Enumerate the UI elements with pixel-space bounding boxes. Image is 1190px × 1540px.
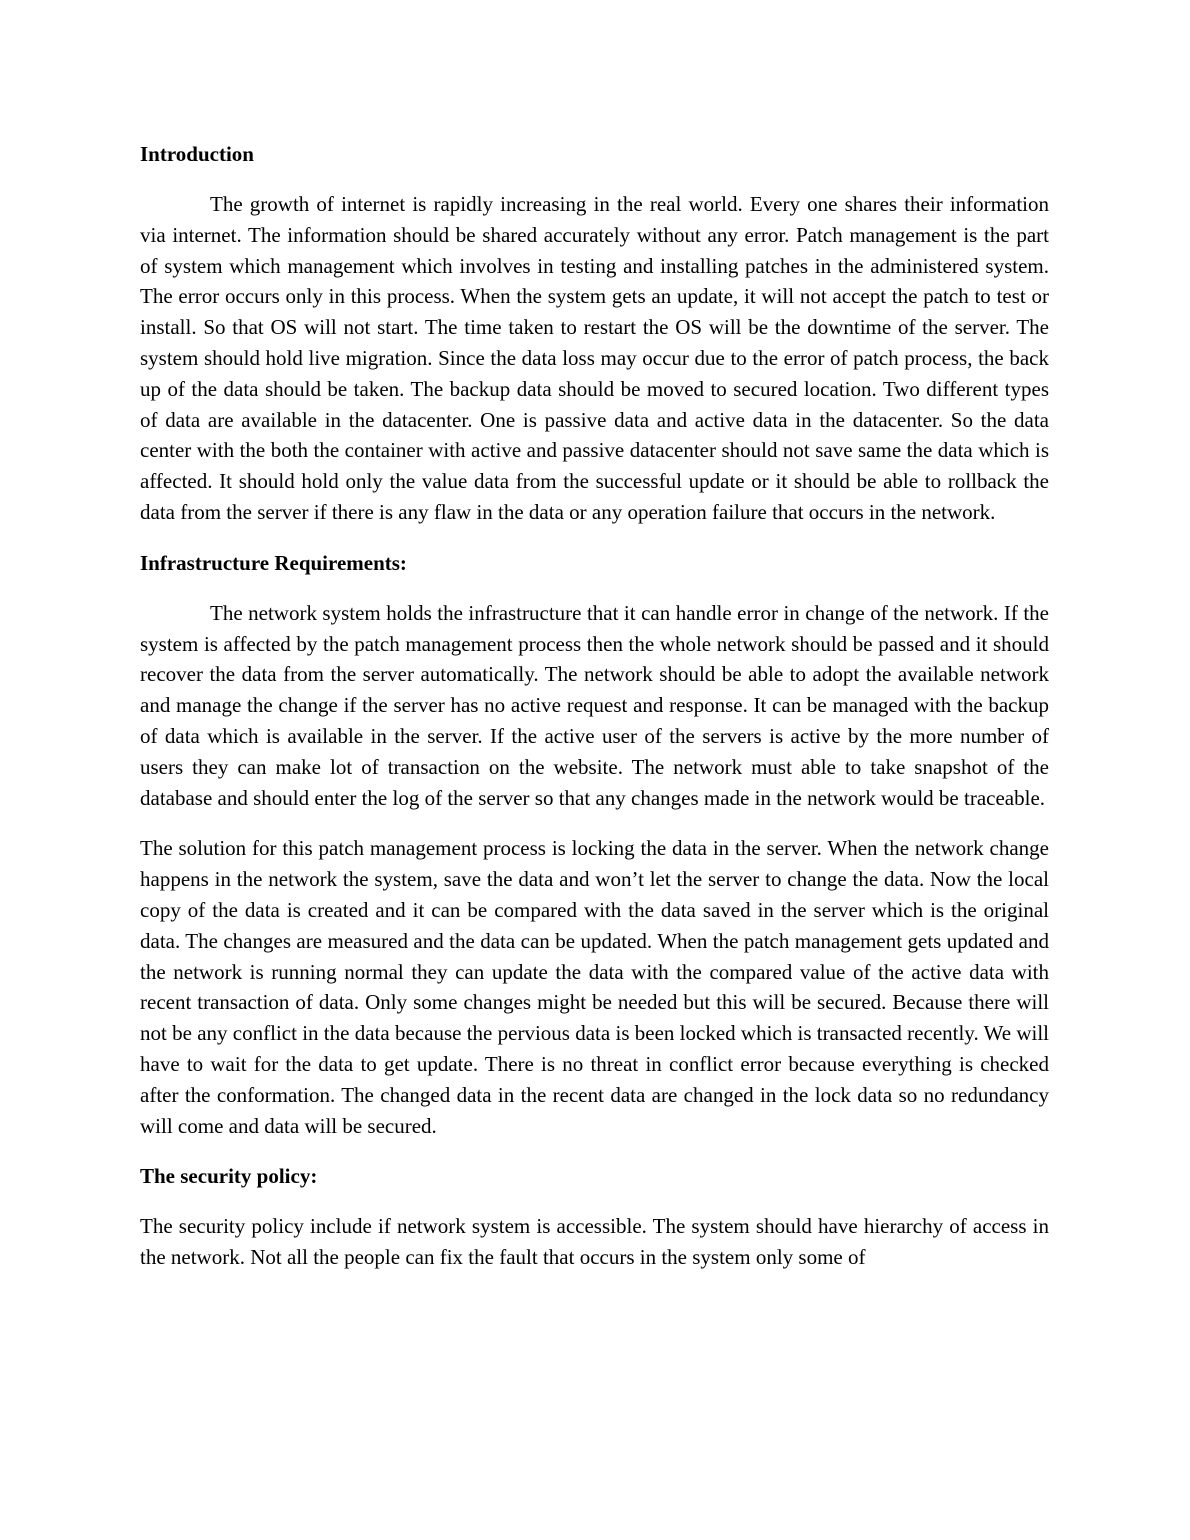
section-heading-introduction: Introduction	[140, 142, 254, 166]
document-page	[140, 139, 1049, 1273]
section-heading-infrastructure: Infrastructure Requirements:	[140, 550, 407, 575]
paragraph-infrastructure-2: The solution for this patch management process is locking the data in the server. When the network change happens in the network the system, save the data and won’t let the server to change the data. Now the local copy of the data is created and it can be compared with the data saved in the server which is the original data. The changes are measured and the data can be updated. When the patch management gets updated and the network is running normal they can update the data with the compared value of the active data with recent transaction of data. Only some changes might be needed but this will be secured. Because there will not be any conflict in the data because the pervious data is been locked which is transacted recently. We will have to wait for the data to get update. There is no threat in conflict error because everything is checked after the conformation. The changed data in the recent data are changed in the lock data so no redundancy will come and data will be secured.	[140, 836, 1049, 1138]
paragraph-infrastructure-1: The network system holds the infrastructure that it can handle error in change of the network. If the system is affected by the patch management process then the whole network should be passed and it should recover the data from the server automatically. The network should be able to adopt the available network and manage the change if the server has no active request and response. It can be managed with the backup of data which is available in the server. If the active user of the servers is active by the more number of users they can make lot of transaction on the website. The network must able to take snapshot of the database and should enter the log of the server so that any changes made in the network would be traceable.	[140, 600, 1049, 810]
section-heading-security-policy: The security policy:	[140, 1164, 318, 1189]
paragraph-introduction: The growth of internet is rapidly increasing in the real world. Every one shares their information via internet. The information should be shared accurately without any error. Patch management is the part of system which management which involves in testing and installing patches in the administered system. The error occurs only in this process. When the system gets an update, it will not accept the patch to test or install. So that OS will not start. The time taken to restart the OS will be the downtime of the server. The system should hold live migration. Since the data loss may occur due to the error of patch process, the back up of the data should be taken. The backup data should be moved to secured location. Two different types of data are available in the datacenter. One is passive data and active data in the datacenter. So the data center with the both the container with active and passive datacenter should not save same the data which is affected. It should hold only the value data from the successful update or it should be able to rollback the data from the server if there is any flaw in the data or any operation failure that occurs in the network.	[140, 192, 1049, 524]
paragraph-security-policy: The security policy include if network system is accessible. The system should have hierarchy of access in the network. Not all the people can fix the fault that occurs in the system only some of	[140, 1214, 1049, 1270]
